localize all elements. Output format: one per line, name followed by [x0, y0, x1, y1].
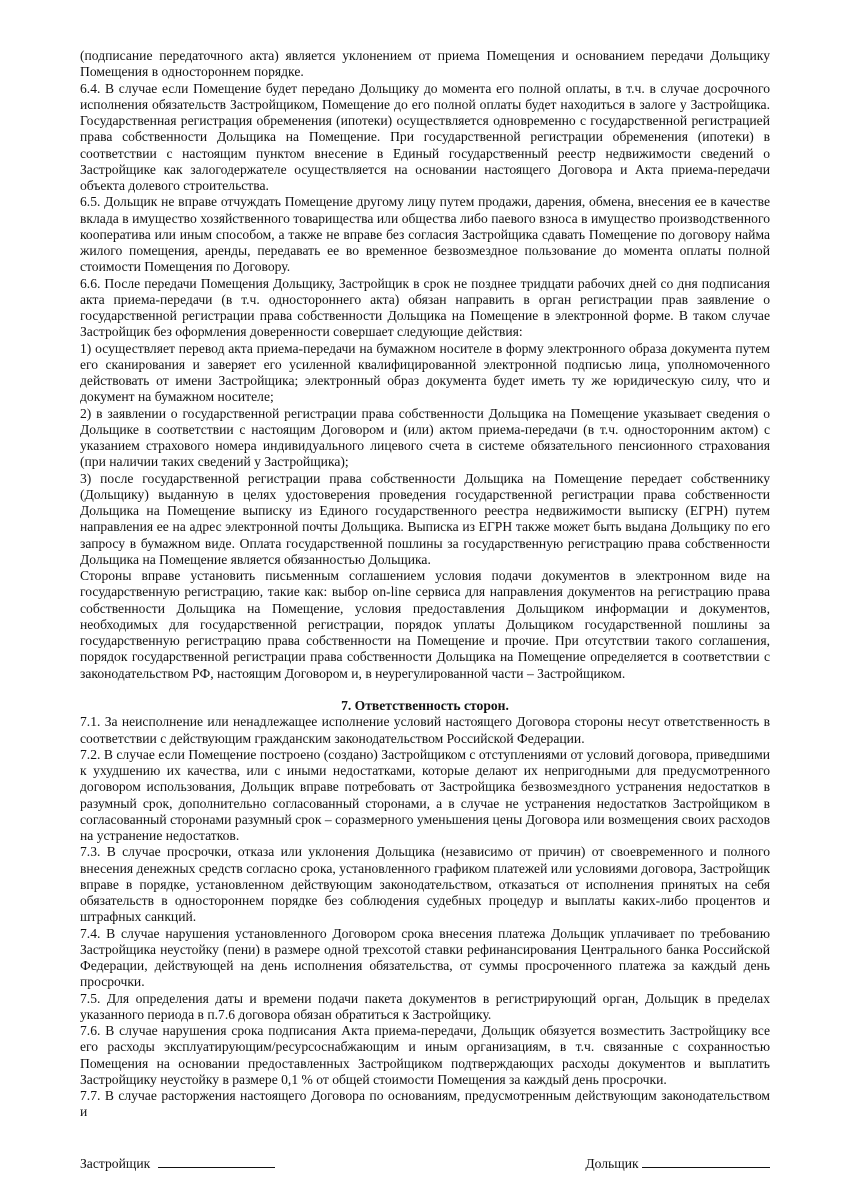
developer-signature	[80, 1154, 275, 1172]
paragraph-6-6: 6.6. После передачи Помещения Дольщику, Застройщик в срок не позднее тридцати рабочих дней со дня подписания акта приема-передачи (в т.ч. одностороннего акта) обязан направить в орган регистрации прав заявление о государственной регистрации права собственности Дольщика на Помещение в электронной форме. В таком случае Застройщик без оформления доверенности совершает следующие действия:	[80, 275, 770, 340]
paragraph-6-4: 6.4. В случае если Помещение будет передано Дольщику до момента его полной оплаты, в т.ч. в случае досрочного исполнения обязательств Застройщиком, Помещение до его полной оплаты будет находиться в залоге у Застройщика. Государственная регистрация обременения (ипотеки) осуществляется одновременно с государственной регистрацией права собственности Дольщика на Помещение. При государственной регистрации обременения (ипотеки) в соответствии с настоящим пунктом внесение в Единый государственный реестр недвижимости сведений о Застройщике как залогодержателе осуществляется на основании настоящего Договора и Акта приема-передачи объекта долевого строительства.	[80, 80, 770, 193]
paragraph-7-6: 7.6. В случае нарушения срока подписания Акта приема-передачи, Дольщик обязуется возместить Застройщику все его расходы эксплуатирующим/ресурсоснабжающим и иным организациям, в т.ч. связанные с сохранностью Помещения на основании предоставленных Застройщиком подтверждающих расходы документов и выплатить Застройщику неустойку в размере 0,1 % от общей стоимости Помещения за каждый день просрочки.	[80, 1023, 770, 1087]
developer-label: Застройщик	[80, 1156, 151, 1171]
developer-signature-line	[158, 1154, 275, 1168]
shareholder-signature	[585, 1154, 770, 1172]
section-title: 7. Ответственность сторон.	[341, 698, 509, 713]
shareholder-signature-line	[642, 1154, 770, 1168]
paragraph-7-1: 7.1. За неисполнение или ненадлежащее исполнение условий настоящего Договора стороны несут ответственность в соответствии с действующим гражданским законодательством Российской Федерации.	[80, 714, 770, 746]
paragraph-7-5: 7.5. Для определения даты и времени подачи пакета документов в регистрирующий орган, Дольщик в пределах указанного периода в п.7.6 договора обязан обратиться к Застройщику.	[80, 990, 770, 1022]
paragraph-6-6-item-3: 3) после государственной регистрации права собственности Дольщика на Помещение передает собственнику (Дольщику) выданную в целях удостоверения проведения государственной регистрации права собственности Дольщика на Помещение выписку из Единого государственного реестра недвижимости выписку (ЕГРН) путем направления ее на адрес электронной почты Дольщика. Выписка из ЕГРН также может быть выдана Дольщику по его запросу в бумажном виде. Оплата государственной пошлины за государственную регистрацию права собственности Дольщика на Помещение является обязанностью Дольщика.	[80, 470, 770, 567]
shareholder-label: Дольщик	[585, 1156, 639, 1171]
signature-footer	[80, 1154, 770, 1172]
paragraph-7-2: 7.2. В случае если Помещение построено (создано) Застройщиком с отступлениями от условий договора, приведшими к ухудшению их качества, или с иными недостатками, которые делают их непригодными для предусмотренного договором использования, Дольщик вправе потребовать от Застройщика безвозмездного устранения недостатков в разумный срок, дополнительно согласованный сторонами, а в случае не устранения недостатков Застройщиком в согласованный сторонами разумный срок – соразмерного уменьшения цены Договора или возмещения своих расходов на устранение недостатков.	[80, 746, 770, 843]
paragraph-6-6-agreement: Стороны вправе установить письменным соглашением условия подачи документов в электронном виде на государственную регистрацию, такие как: выбор on-line сервиса для направления документов на регистрацию права собственности Дольщика на Помещение, условия предоставления Дольщиком информации и документов, необходимых для государственной регистрации, порядок уплаты Дольщиком государственной пошлины за государственную регистрацию права собственности на Помещение и прочие. При отсутствии такого соглашения, порядок государственной регистрации права собственности Дольщика на Помещение определяется в соответствии с законодательством РФ, настоящим Договором и, в неурегулированной части – Застройщиком.	[80, 568, 770, 681]
paragraph-7-7: 7.7. В случае расторжения настоящего Договора по основаниям, предусмотренным действующим законодательством и	[80, 1088, 770, 1120]
spacer	[80, 682, 770, 698]
paragraph-7-4: 7.4. В случае нарушения установленного Договором срока внесения платежа Дольщик уплачивает по требованию Застройщика неустойку (пени) в размере одной трехсотой ставки рефинансирования Центрального банка Российской Федерации, действующей на день исполнения обязательства, от суммы просроченного платежа за каждый день просрочки.	[80, 925, 770, 990]
paragraph-7-3: 7.3. В случае просрочки, отказа или уклонения Дольщика (независимо от причин) от своевременного и полного внесения денежных средств согласно срока, установленного графиком платежей или условиями договора, Застройщик вправе в порядке, установленном действующим законодательством, отказаться от исполнения принятых на себя обязательств в одностороннем порядке без соблюдения судебных процедур и выплаты каких-либо процентов и штрафных санкций.	[80, 844, 770, 925]
paragraph-6-6-item-1: 1) осуществляет перевод акта приема-передачи на бумажном носителе в форму электронного образа документа путем его сканирования и заверяет его усиленной квалифицированной электронной подписью лица, уполномоченного действовать от имени Застройщика; электронный образ документа будет иметь ту же юридическую силу, что и документ на бумажном носителе;	[80, 340, 770, 405]
paragraph-6-3-end: (подписание передаточного акта) является уклонением от приема Помещения и основанием передачи Дольщику Помещения в одностороннем порядке.	[80, 48, 770, 80]
paragraph-6-6-item-2: 2) в заявлении о государственной регистрации права собственности Дольщика на Помещение указывает сведения о Дольщике в соответствии с настоящим Договором и (или) актом приема-передачи (в т.ч. односторонним актом) с указанием страхового номера индивидуального лицевого счета в системе обязательного пенсионного страхования (при наличии таких сведений у Застройщика);	[80, 405, 770, 470]
document-page	[80, 48, 770, 1121]
paragraph-6-5: 6.5. Дольщик не вправе отчуждать Помещение другому лицу путем продажи, дарения, обмена, внесения ее в качестве вклада в имущество хозяйственного товарищества или общества либо паевого взноса в имущество производственного кооператива или иным способом, а также не вправе без согласия Застройщика сдавать Помещение по договору найма жилого помещения, аренды, передавать ее во временное безвозмездное пользование до момента оплаты полной стоимости Помещения по Договору.	[80, 194, 770, 275]
